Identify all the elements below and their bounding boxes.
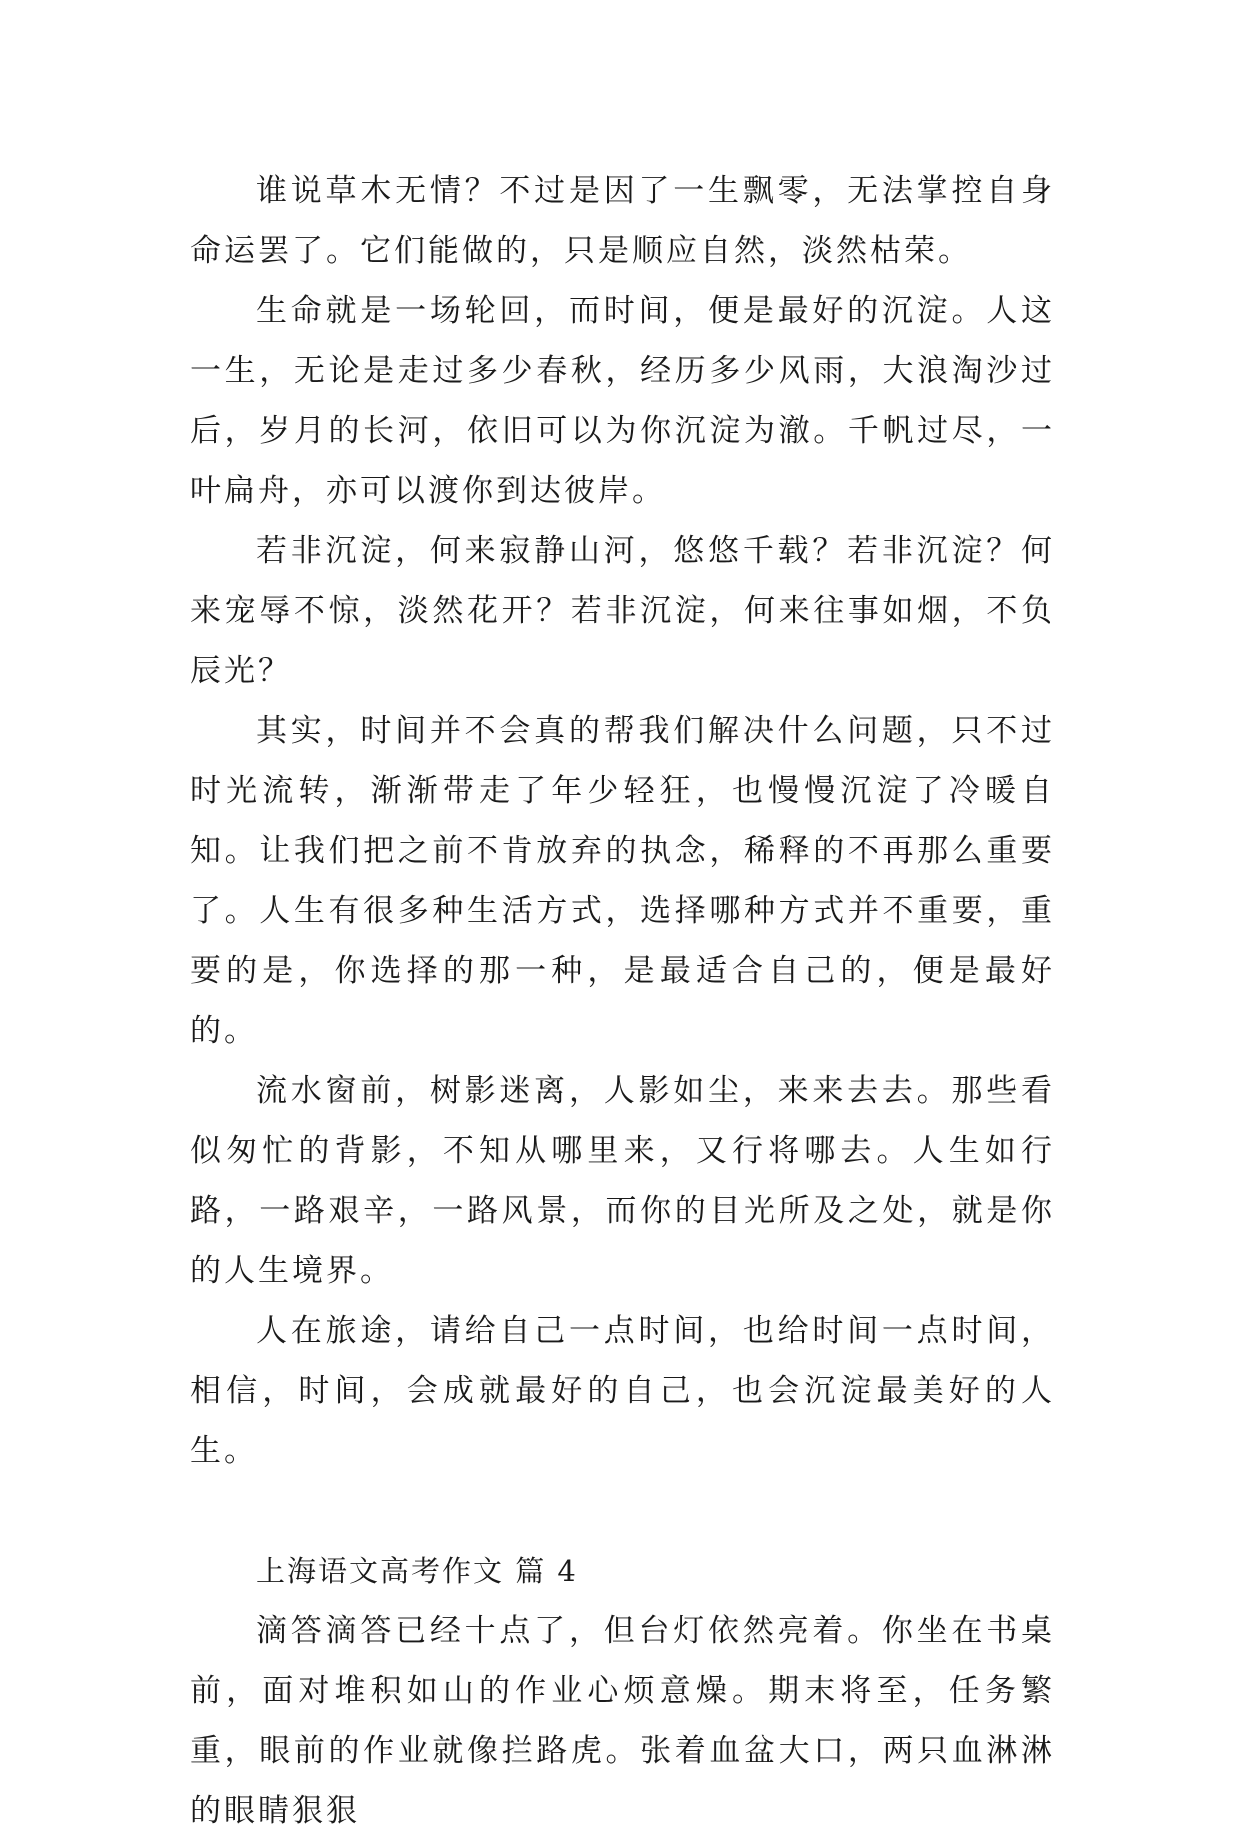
paragraph: 谁说草木无情？不过是因了一生飘零，无法掌控自身命运罢了。它们能做的，只是顺应自然，淡然枯荣。 <box>190 173 1055 269</box>
paragraph: 其实，时间并不会真的帮我们解决什么问题，只不过时光流转，渐渐带走了年少轻狂，也慢慢沉淀了冷暖自知。让我们把之前不肯放弃的执念，稀释的不再那么重要了。人生有很多种生活方式，选择哪种方式并不重要，重要的是，你选择的那一种，是最适合自己的，便是最好的。 <box>190 713 1055 1049</box>
document-body <box>190 161 1055 1841</box>
paragraph: 生命就是一场轮回，而时间，便是最好的沉淀。人这一生，无论是走过多少春秋，经历多少风雨，大浪淘沙过后，岁月的长河，依旧可以为你沉淀为澈。千帆过尽，一叶扁舟，亦可以渡你到达彼岸。 <box>190 293 1055 509</box>
paragraph: 人在旅途，请给自己一点时间，也给时间一点时间，相信，时间，会成就最好的自己，也会沉淀最美好的人生。 <box>190 1313 1055 1469</box>
paragraph: 流水窗前，树影迷离，人影如尘，来来去去。那些看似匆忙的背影，不知从哪里来，又行将哪去。人生如行路，一路艰辛，一路风景，而你的目光所及之处，就是你的人生境界。 <box>190 1073 1055 1289</box>
paragraph: 若非沉淀，何来寂静山河，悠悠千载？若非沉淀？何来宠辱不惊，淡然花开？若非沉淀，何来往事如烟，不负辰光？ <box>190 533 1055 689</box>
paragraph: 滴答滴答已经十点了，但台灯依然亮着。你坐在书桌前，面对堆积如山的作业心烦意燥。期末将至，任务繁重，眼前的作业就像拦路虎。张着血盆大口，两只血淋淋的眼睛狠狠 <box>190 1613 1055 1829</box>
section-heading: 上海语文高考作文 篇 4 <box>256 1554 578 1588</box>
